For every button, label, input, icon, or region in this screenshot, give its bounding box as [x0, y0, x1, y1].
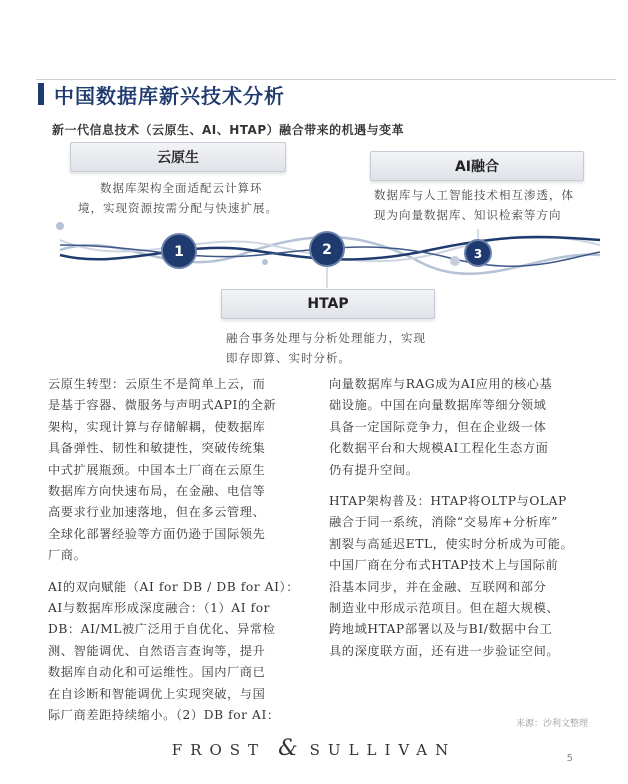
body-line: 云原生转型：云原生不是简单上云，而 [48, 377, 266, 391]
node-label-ai-fusion: AI融合 [370, 151, 584, 181]
node-desc-cloud-native [78, 178, 278, 218]
body-line: 础设施。中国在向量数据库等细分领域 [329, 398, 547, 413]
body-line: 中式扩展瓶颈。中国本土厂商在云原生 [48, 462, 266, 477]
body-line: 中国厂商在分布式HTAP技术上与国际前 [329, 558, 559, 573]
body-line: HTAP架构普及：HTAP将OLTP与OLAP [329, 494, 567, 509]
node-desc-ai-fusion [374, 185, 574, 225]
page-title: 中国数据库新兴技术分析 [54, 83, 285, 108]
wave-dot-right [450, 256, 460, 266]
node-desc-line: 境，实现资源按需分配与快速扩展。 [78, 201, 278, 215]
node-desc-line: 现为向量数据库、知识检索等方向 [374, 208, 562, 222]
wave-dot-mid [262, 259, 268, 265]
body-line: 厂商。 [48, 548, 87, 563]
brand-right: SULLIVAN [309, 741, 457, 759]
source-note: 来源：沙利文整理 [515, 719, 588, 729]
body-line: 全球化部署经验等方面仍逊于国际领先 [48, 526, 266, 541]
body-line: 高要求行业加速落地，但在多云管理、 [48, 505, 266, 520]
body-line: 具备一定国际竞争力，但在企业级一体 [329, 419, 547, 434]
node-desc-htap [226, 328, 426, 368]
paragraph-gap [329, 481, 589, 491]
body-line: AI的双向赋能（AI for DB / DB for AI）： [48, 579, 300, 594]
body-line: 具的深度联方面，还有进一步验证空间。 [329, 643, 560, 658]
body-line: 在自诊断和智能调优上实现突破，与国 [48, 686, 266, 701]
node-desc-line: 数据库架构全面适配云计算环 [100, 181, 263, 195]
page-number: 5 [566, 753, 573, 764]
body-line: 向量数据库与RAG成为AI应用的核心基 [329, 377, 553, 391]
body-line: 数据库自动化和可运维性。国内厂商已 [48, 665, 266, 680]
body-line: 际厂商差距持续缩小。（2）DB for AI： [48, 708, 280, 723]
body-line: AI与数据库形成深度融合：（1）AI for [48, 601, 271, 616]
body-line: 制造业中形成示范项目。但在超大规模、 [329, 601, 560, 616]
node-desc-line: 即存即算、实时分析。 [226, 351, 351, 365]
node-number-1: 1 [174, 244, 184, 260]
body-line: 数据库方向快速布局，在金融、电信等 [48, 484, 266, 499]
body-line: 架构，实现计算与存储解耦，使数据库 [48, 419, 266, 434]
page-subtitle: 新一代信息技术（云原生、AI、HTAP）融合带来的机遇与变革 [52, 123, 405, 137]
node-desc-line: 融合事务处理与分析处理能力，实现 [226, 331, 426, 345]
body-line: 融合于同一系统，消除“交易库+分析库” [329, 515, 559, 530]
wave-dot-left [56, 222, 64, 230]
node-label-htap: HTAP [221, 289, 435, 319]
body-line: 跨地域HTAP部署以及与BI/数据中台工 [329, 622, 553, 637]
body-line: 割裂与高延迟ETL，使实时分析成为可能。 [329, 536, 574, 551]
body-line: 测、智能调优、自然语言查询等，提升 [48, 643, 266, 658]
body-line: 仍有提升空间。 [329, 462, 419, 477]
body-left-column [48, 374, 298, 727]
node-number-2: 2 [322, 242, 332, 258]
brand-left: FROST [171, 741, 267, 759]
brand-ampersand: & [278, 736, 298, 761]
node-desc-line: 数据库与人工智能技术相互渗透，体 [374, 188, 574, 202]
brand-logo [0, 736, 628, 761]
body-right-column [329, 374, 589, 662]
paragraph-gap [48, 567, 298, 577]
body-line: 具备弹性、韧性和敏捷性，突破传统集 [48, 441, 266, 456]
body-line: 化数据平台和大规模AI工程化生态方面 [329, 441, 549, 456]
body-line: DB：AI/ML被广泛用于自优化、异常检 [48, 622, 276, 637]
body-line: 是基于容器、微服务与声明式API的全新 [48, 398, 277, 413]
node-label-cloud-native: 云原生 [70, 142, 286, 172]
body-line: 沿基本同步，并在金融、互联网和部分 [329, 579, 547, 594]
node-number-3: 3 [473, 247, 483, 261]
